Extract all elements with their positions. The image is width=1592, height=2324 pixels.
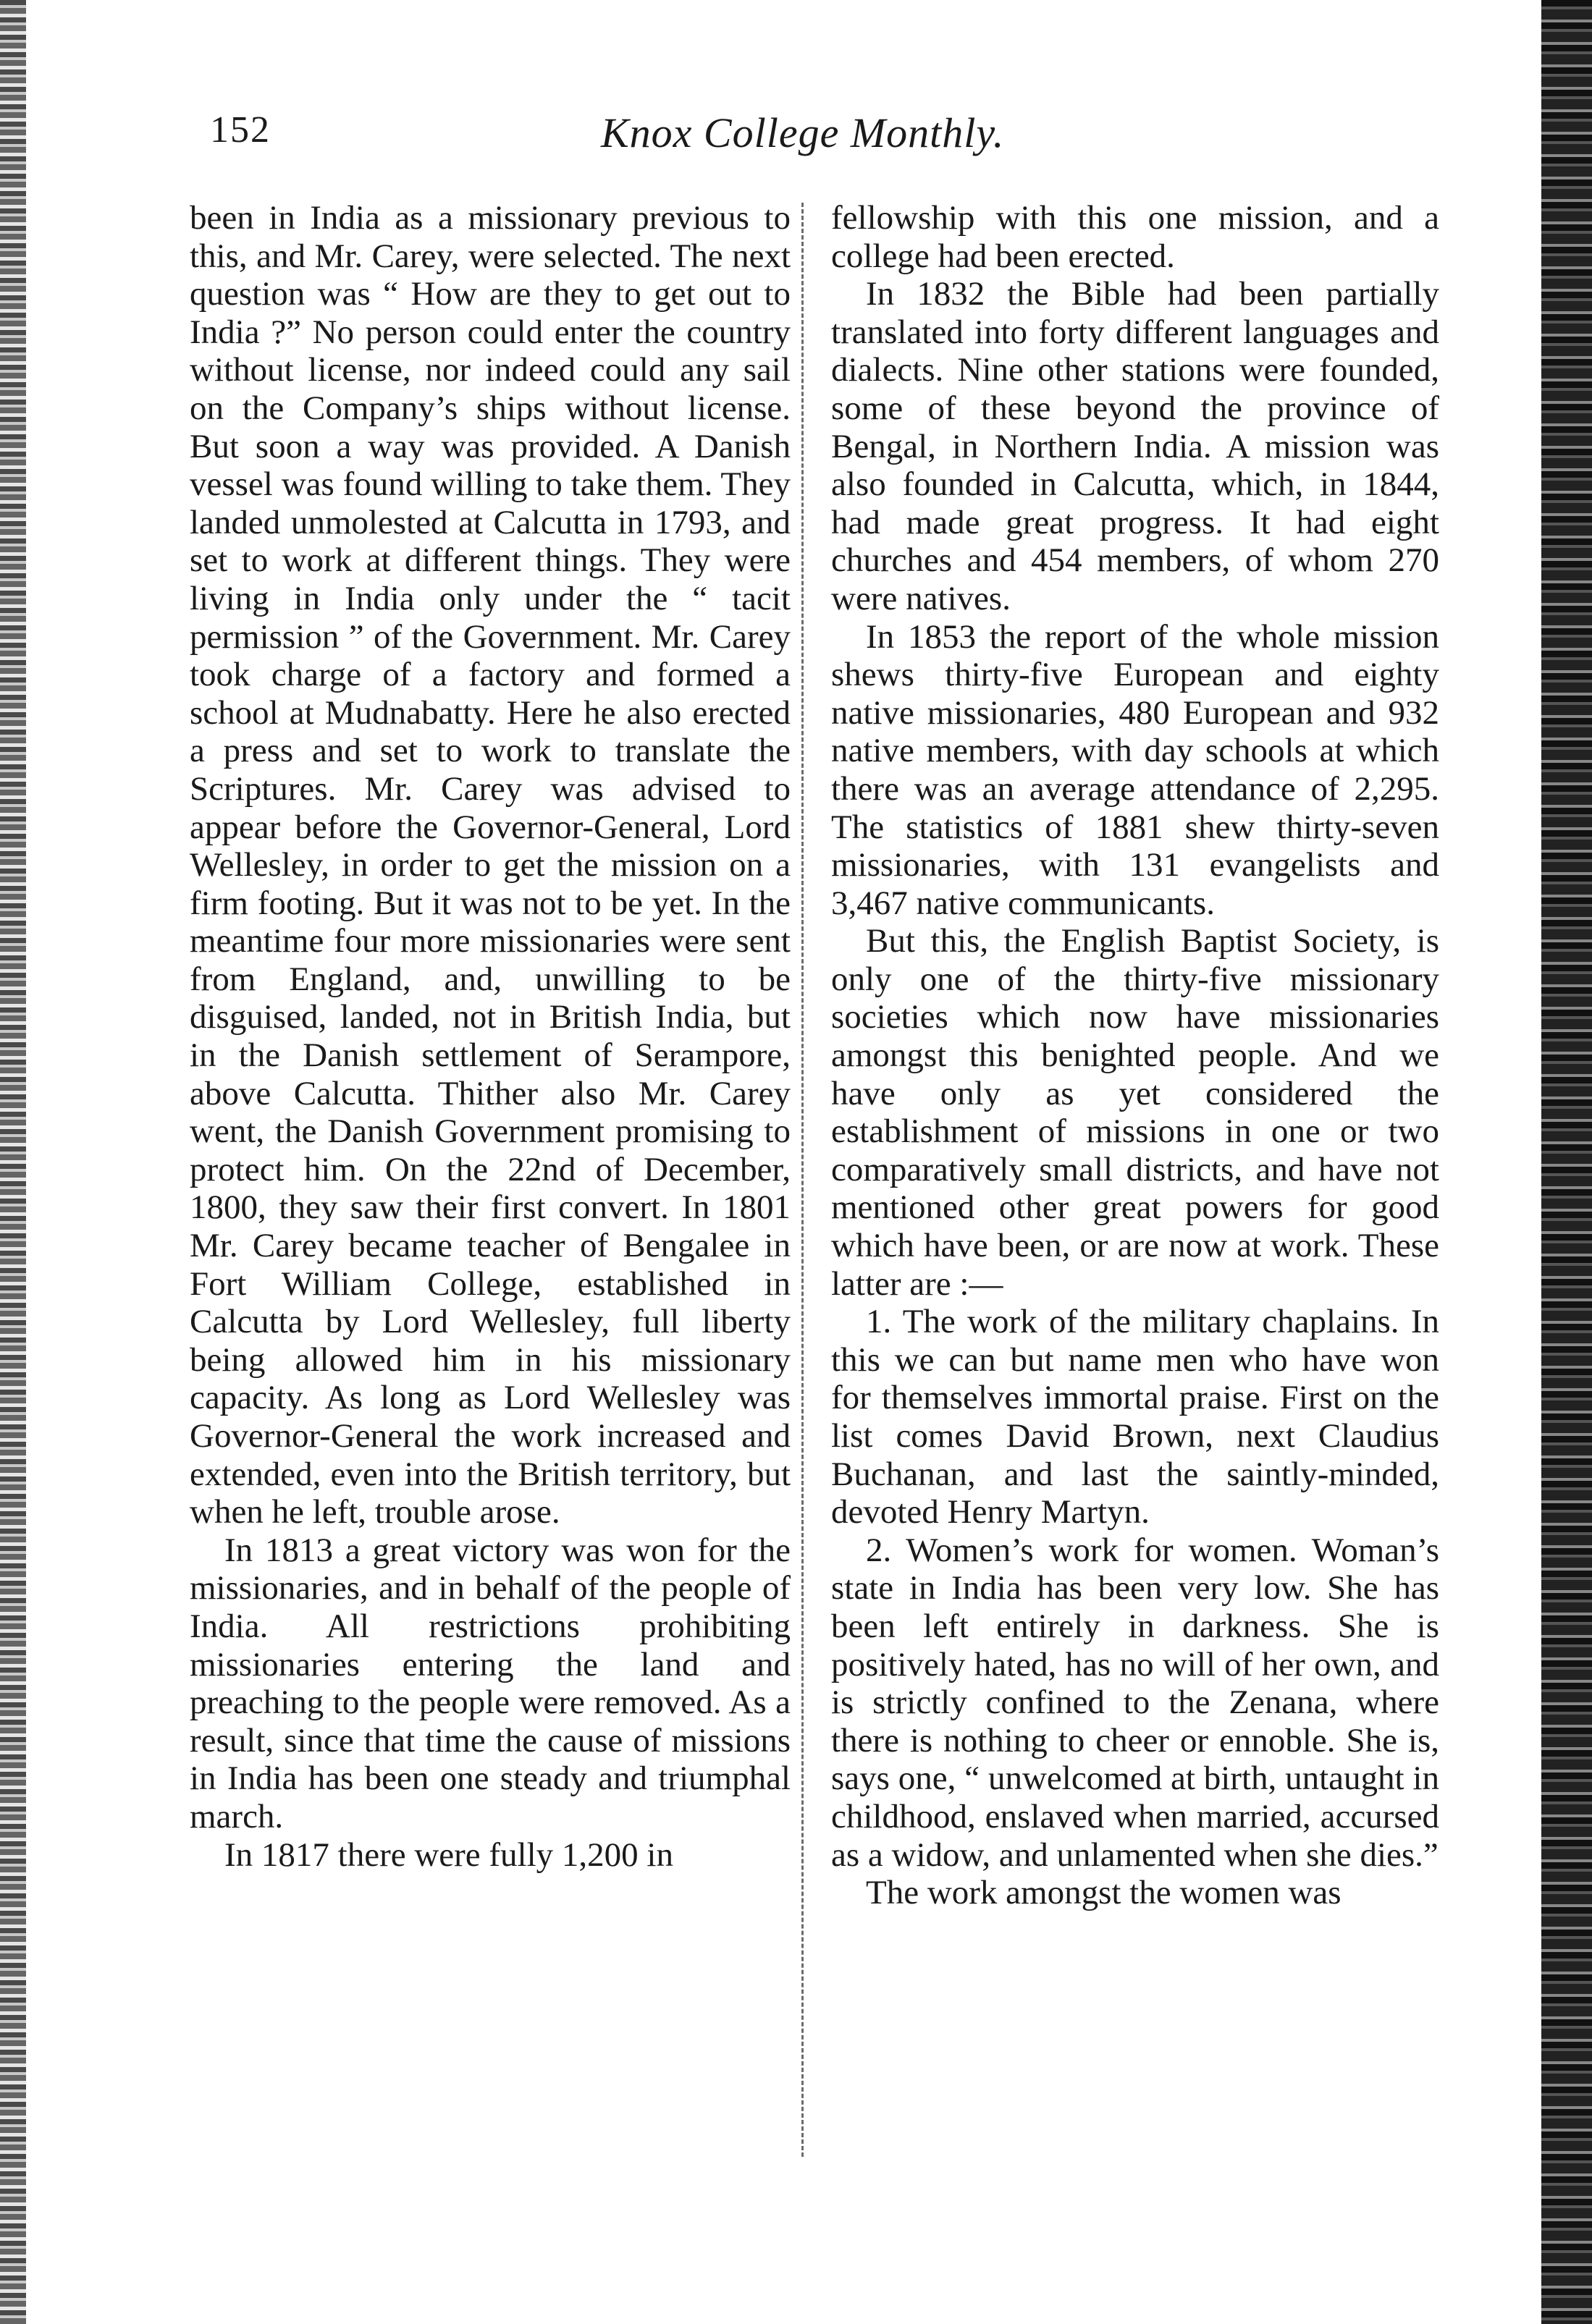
paragraph: 1. The work of the military chaplains. In this we can but name men who have won for themselves immortal praise. First on the list comes David Brown, next Claudius Buchanan, and last the saintly-minded, devoted Henry Martyn. [831,1303,1439,1531]
paragraph: fellowship with this one mission, and a college had been erected. [831,199,1439,275]
paragraph: In 1813 a great victory was won for the missionaries, and in behalf of the people of India. All restrictions prohibiting missionaries entering the land and preaching to the people were removed. As a result, since that time the cause of missions in India has been one steady and triumphal march. [190,1531,791,1835]
column-divider [801,203,804,2157]
page-header [210,109,1404,166]
paragraph: But this, the English Baptist Society, is only one of the thirty-five missionary societies which now have missionaries amongst this benighted people. And we have only as yet considered the establishment of missions in one or two comparatively small districts, and have not mentioned other great powers for good which have been, or are now at work. These latter are :— [831,922,1439,1303]
paragraph: been in India as a missionary previous to this, and Mr. Carey, were selected. The next question was “ How are they to get out to India ?” No person could enter the country without license, nor indeed could any sail on the Company’s ships without license. But soon a way was provided. A Danish vessel was found willing to take them. They landed unmolested at Calcutta in 1793, and set to work at different things. They were living in India only under the “ tacit permission ” of the Government. Mr. Carey took charge of a factory and formed a school at Mudnabatty. Here he also erected a press and set to work to translate the Scriptures. Mr. Carey was advised to appear before the Governor-General, Lord Wellesley, in order to get the mission on a firm footing. But it was not to be yet. In the meantime four more missionaries were sent from England, and, unwilling to be disguised, landed, not in British India, but in the Danish settlement of Serampore, above Calcutta. Thither also Mr. Carey went, the Danish Government promising to protect him. On the 22nd of December, 1800, they saw their first convert. In 1801 Mr. Carey became teacher of Bengalee in Fort William College, established in Calcutta by Lord Wellesley, full liberty being allowed him in his missionary capacity. As long as Lord Wellesley was Governor-General the work increased and extended, even into the British territory, but when he left, trouble arose. [190,199,791,1531]
paragraph: The work amongst the women was [866,1874,1342,1912]
running-title: Knox College Monthly. [601,109,1005,156]
paragraph: In 1817 there were fully 1,200 in [224,1835,673,1874]
right-column [831,199,1439,1912]
left-column [190,199,791,1874]
scan-edge-right [1541,0,1592,2324]
page-number: 152 [210,109,271,151]
scan-edge-left [0,0,26,2324]
paragraph: 2. Women’s work for women. Woman’s state in India has been very low. She has been left entirely in darkness. She is positively hated, has no will of her own, and is strictly confined to the Zenana, where there is nothing to cheer or ennoble. She is, says one, “ unwelcomed at birth, untaught in childhood, enslaved when married, accursed as a widow, and unlamented when she dies.” [831,1531,1439,1874]
paragraph: In 1853 the report of the whole mission shews thirty-five European and eighty native missionaries, 480 European and 932 native members, with day schools at which there was an average attendance of 2,295. The statistics of 1881 shew thirty-seven missionaries, with 131 evangelists and 3,467 native communicants. [831,617,1439,922]
paragraph: In 1832 the Bible had been partially translated into forty different languages and dialects. Nine other stations were founded, some of these beyond the province of Bengal, in Northern India. A mission was also founded in Calcutta, which, in 1844, had made great progress. It had eight churches and 454 members, of whom 270 were natives. [831,275,1439,617]
